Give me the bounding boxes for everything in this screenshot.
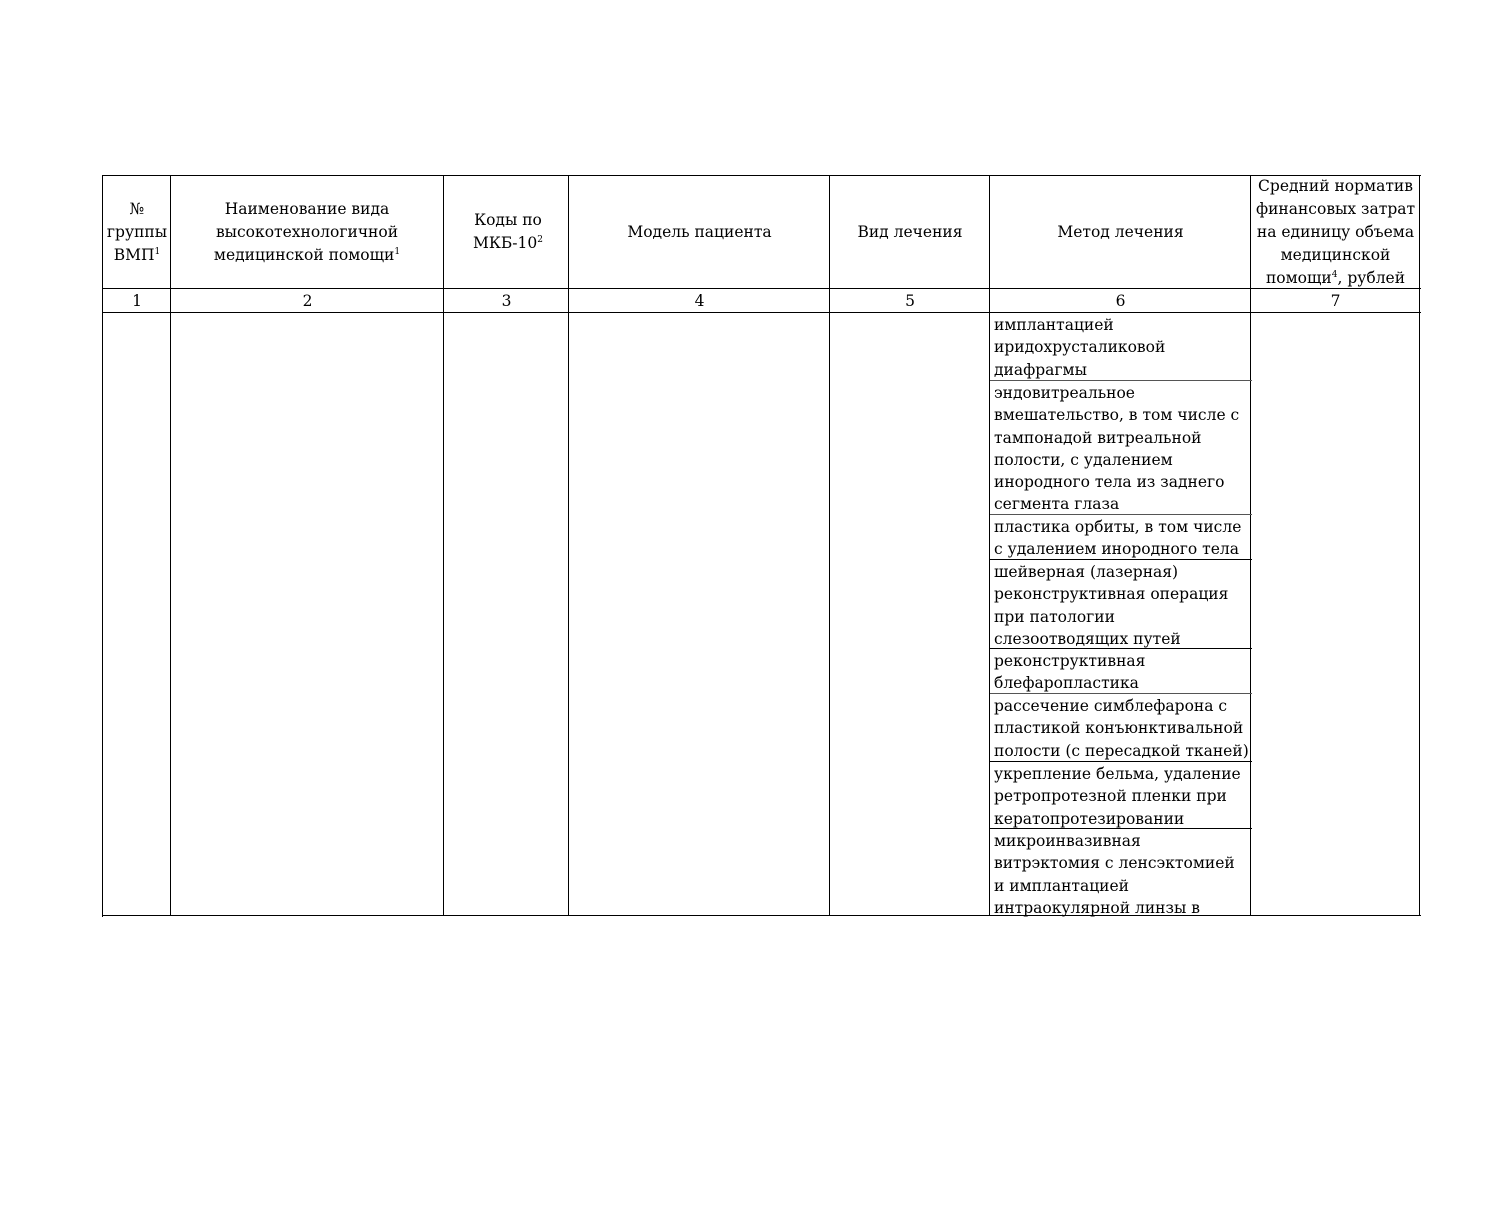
column-number-3: 3 <box>501 292 512 310</box>
header-group-number: № группы ВМП$^1$ <box>106 199 168 264</box>
column-number-4: 4 <box>694 292 705 310</box>
header-care-type: Наименование вида высокотехнологичной медицинской помощи$^1$ <box>213 199 401 264</box>
treatment-method-list <box>990 313 1252 917</box>
column-number-5: 5 <box>905 292 915 310</box>
method-item: эндовитреальное вмешательство, в том числе с тампонадой витреальной полости, с удалением инородного тела из заднего сегмента глаза <box>994 384 1240 514</box>
method-item: шейверная (лазерная) реконструктивная операция при патологии слезоотводящих путей <box>994 563 1229 648</box>
header-patient-model: Модель пациента <box>627 222 772 241</box>
method-item: пластика орбиты, в том числе с удалением инородного тела <box>994 518 1242 559</box>
column-divider <box>568 176 569 916</box>
header-icd-codes: Коды по МКБ-$10^2$ <box>473 211 543 252</box>
column-number-1: 1 <box>132 292 142 310</box>
column-number-2: 2 <box>302 292 313 310</box>
header-treatment-method: Метод лечения <box>1057 222 1184 241</box>
column-divider <box>1419 176 1420 916</box>
column-number-7: 7 <box>1330 292 1341 310</box>
header-financial-standard: Средний норматив финансовых затрат на единицу объема медицинской помощи$^4$, рублей <box>1255 176 1416 287</box>
treatment-table <box>102 175 1421 917</box>
column-divider <box>443 176 444 916</box>
method-item: рассечение симблефарона с пластикой конъюнктивальной полости (с пересадкой тканей) <box>994 697 1249 760</box>
column-number-6: 6 <box>1115 292 1126 310</box>
column-divider <box>829 176 830 916</box>
column-divider <box>170 176 171 916</box>
method-item: реконструктивная блефаропластика <box>994 652 1146 693</box>
method-item: укрепление бельма, удаление ретропротезной пленки при кератопротезировании <box>994 765 1241 828</box>
header-treatment-type: Вид лечения <box>857 222 963 241</box>
method-item: микроинвазивная витрэктомия с ленсэктомией и имплантацией интраокулярной линзы в <box>994 832 1235 917</box>
method-item: имплантацией иридохрусталиковой диафрагмы <box>994 316 1166 379</box>
